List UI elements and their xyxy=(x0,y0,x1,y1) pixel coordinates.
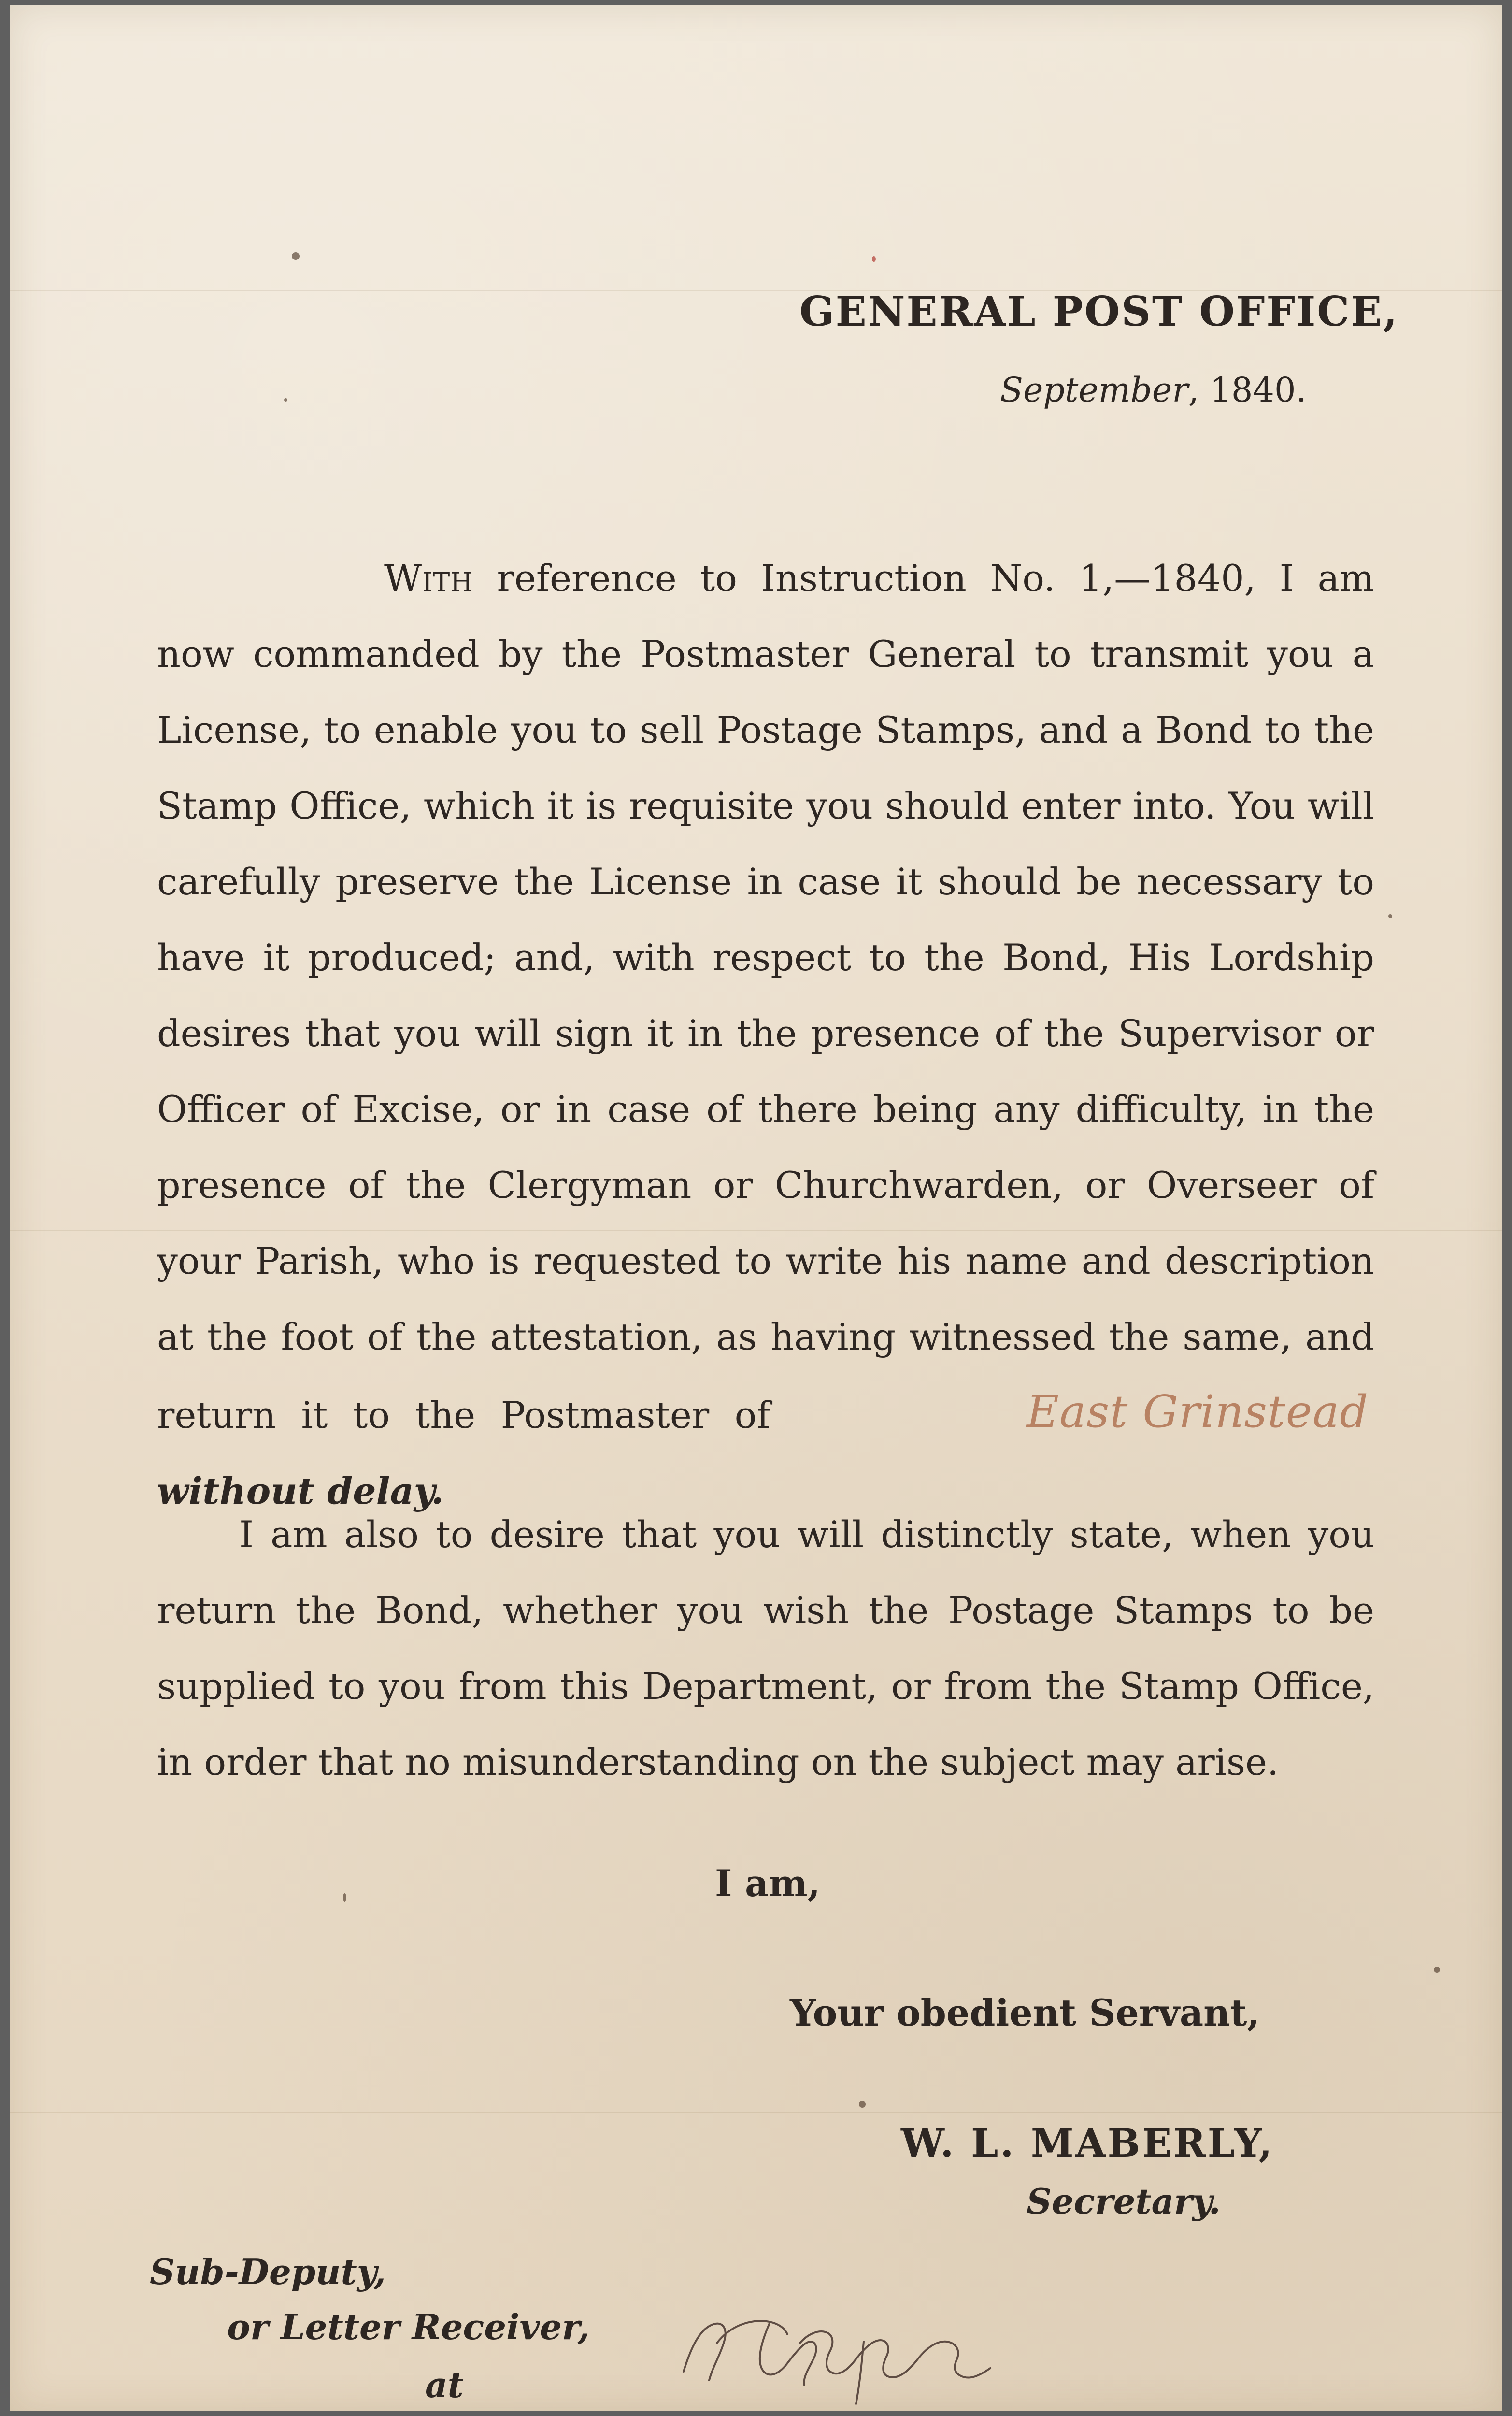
closing-line: I am, xyxy=(715,1862,821,1905)
second-paragraph: I am also to desire that you will distinctly state, when you return the Bond, whether you wish the Postage Stamps to be supplied to you from this Department, or from the Stamp Office, in order that no misunderstanding on the subject may arise. xyxy=(157,1513,1374,1783)
paper-spot xyxy=(292,252,300,260)
paragraph-text-after-place: without delay. xyxy=(157,1469,444,1512)
recipient-line-3: at xyxy=(425,2364,464,2405)
paper-spot xyxy=(1434,1967,1440,1973)
signatory-title: Secretary. xyxy=(1027,2181,1221,2222)
date-year: 1840. xyxy=(1210,370,1307,410)
handwritten-place-name: East Grinstead xyxy=(1027,1386,1369,1438)
letter-date: September, 1840. xyxy=(1000,370,1307,410)
letter-page xyxy=(10,5,1502,2411)
paper-spot xyxy=(859,2101,866,2108)
recipient-line-1: Sub-Deputy, xyxy=(150,2251,386,2292)
paper-spot xyxy=(284,398,287,402)
recipient-line-2: or Letter Receiver, xyxy=(227,2306,590,2347)
closing-servant-line: Your obedient Servant, xyxy=(790,1991,1260,2034)
paragraph-text-before-place: reference to Instruction No. 1,—1840, I am now commanded by the Postmaster General to transmit you a License, to enable you to sell Postage Stamps, and a Bond to the Stamp Office, which it is requisite you should enter into. You will carefully preserve the License in case it should be necessary to have it produced; and, with respect to the Bond, His Lordship desires that you will sign it in the presence of the Supervisor or Officer of Excise, or in case of there being any difficulty, in the presence of the Clergyman or Churchwarden, or Overseer of your Parish, who is requested to write his name and description at the foot of the attestation, as having witnessed the same, and return it to the Postmaster of xyxy=(157,557,1374,1437)
signatory-name: W. L. MABERLY, xyxy=(901,2120,1274,2166)
paragraph-lead-word: With xyxy=(384,557,473,600)
main-paragraph xyxy=(157,540,1374,1529)
paper-spot xyxy=(1388,914,1392,918)
paper-spot xyxy=(872,256,876,262)
paper-spot xyxy=(343,1893,346,1902)
handwritten-signature xyxy=(667,2281,1005,2411)
office-title: GENERAL POST OFFICE, xyxy=(799,288,1399,335)
paper-fold-line xyxy=(10,2112,1502,2113)
date-month: September xyxy=(1000,370,1188,410)
